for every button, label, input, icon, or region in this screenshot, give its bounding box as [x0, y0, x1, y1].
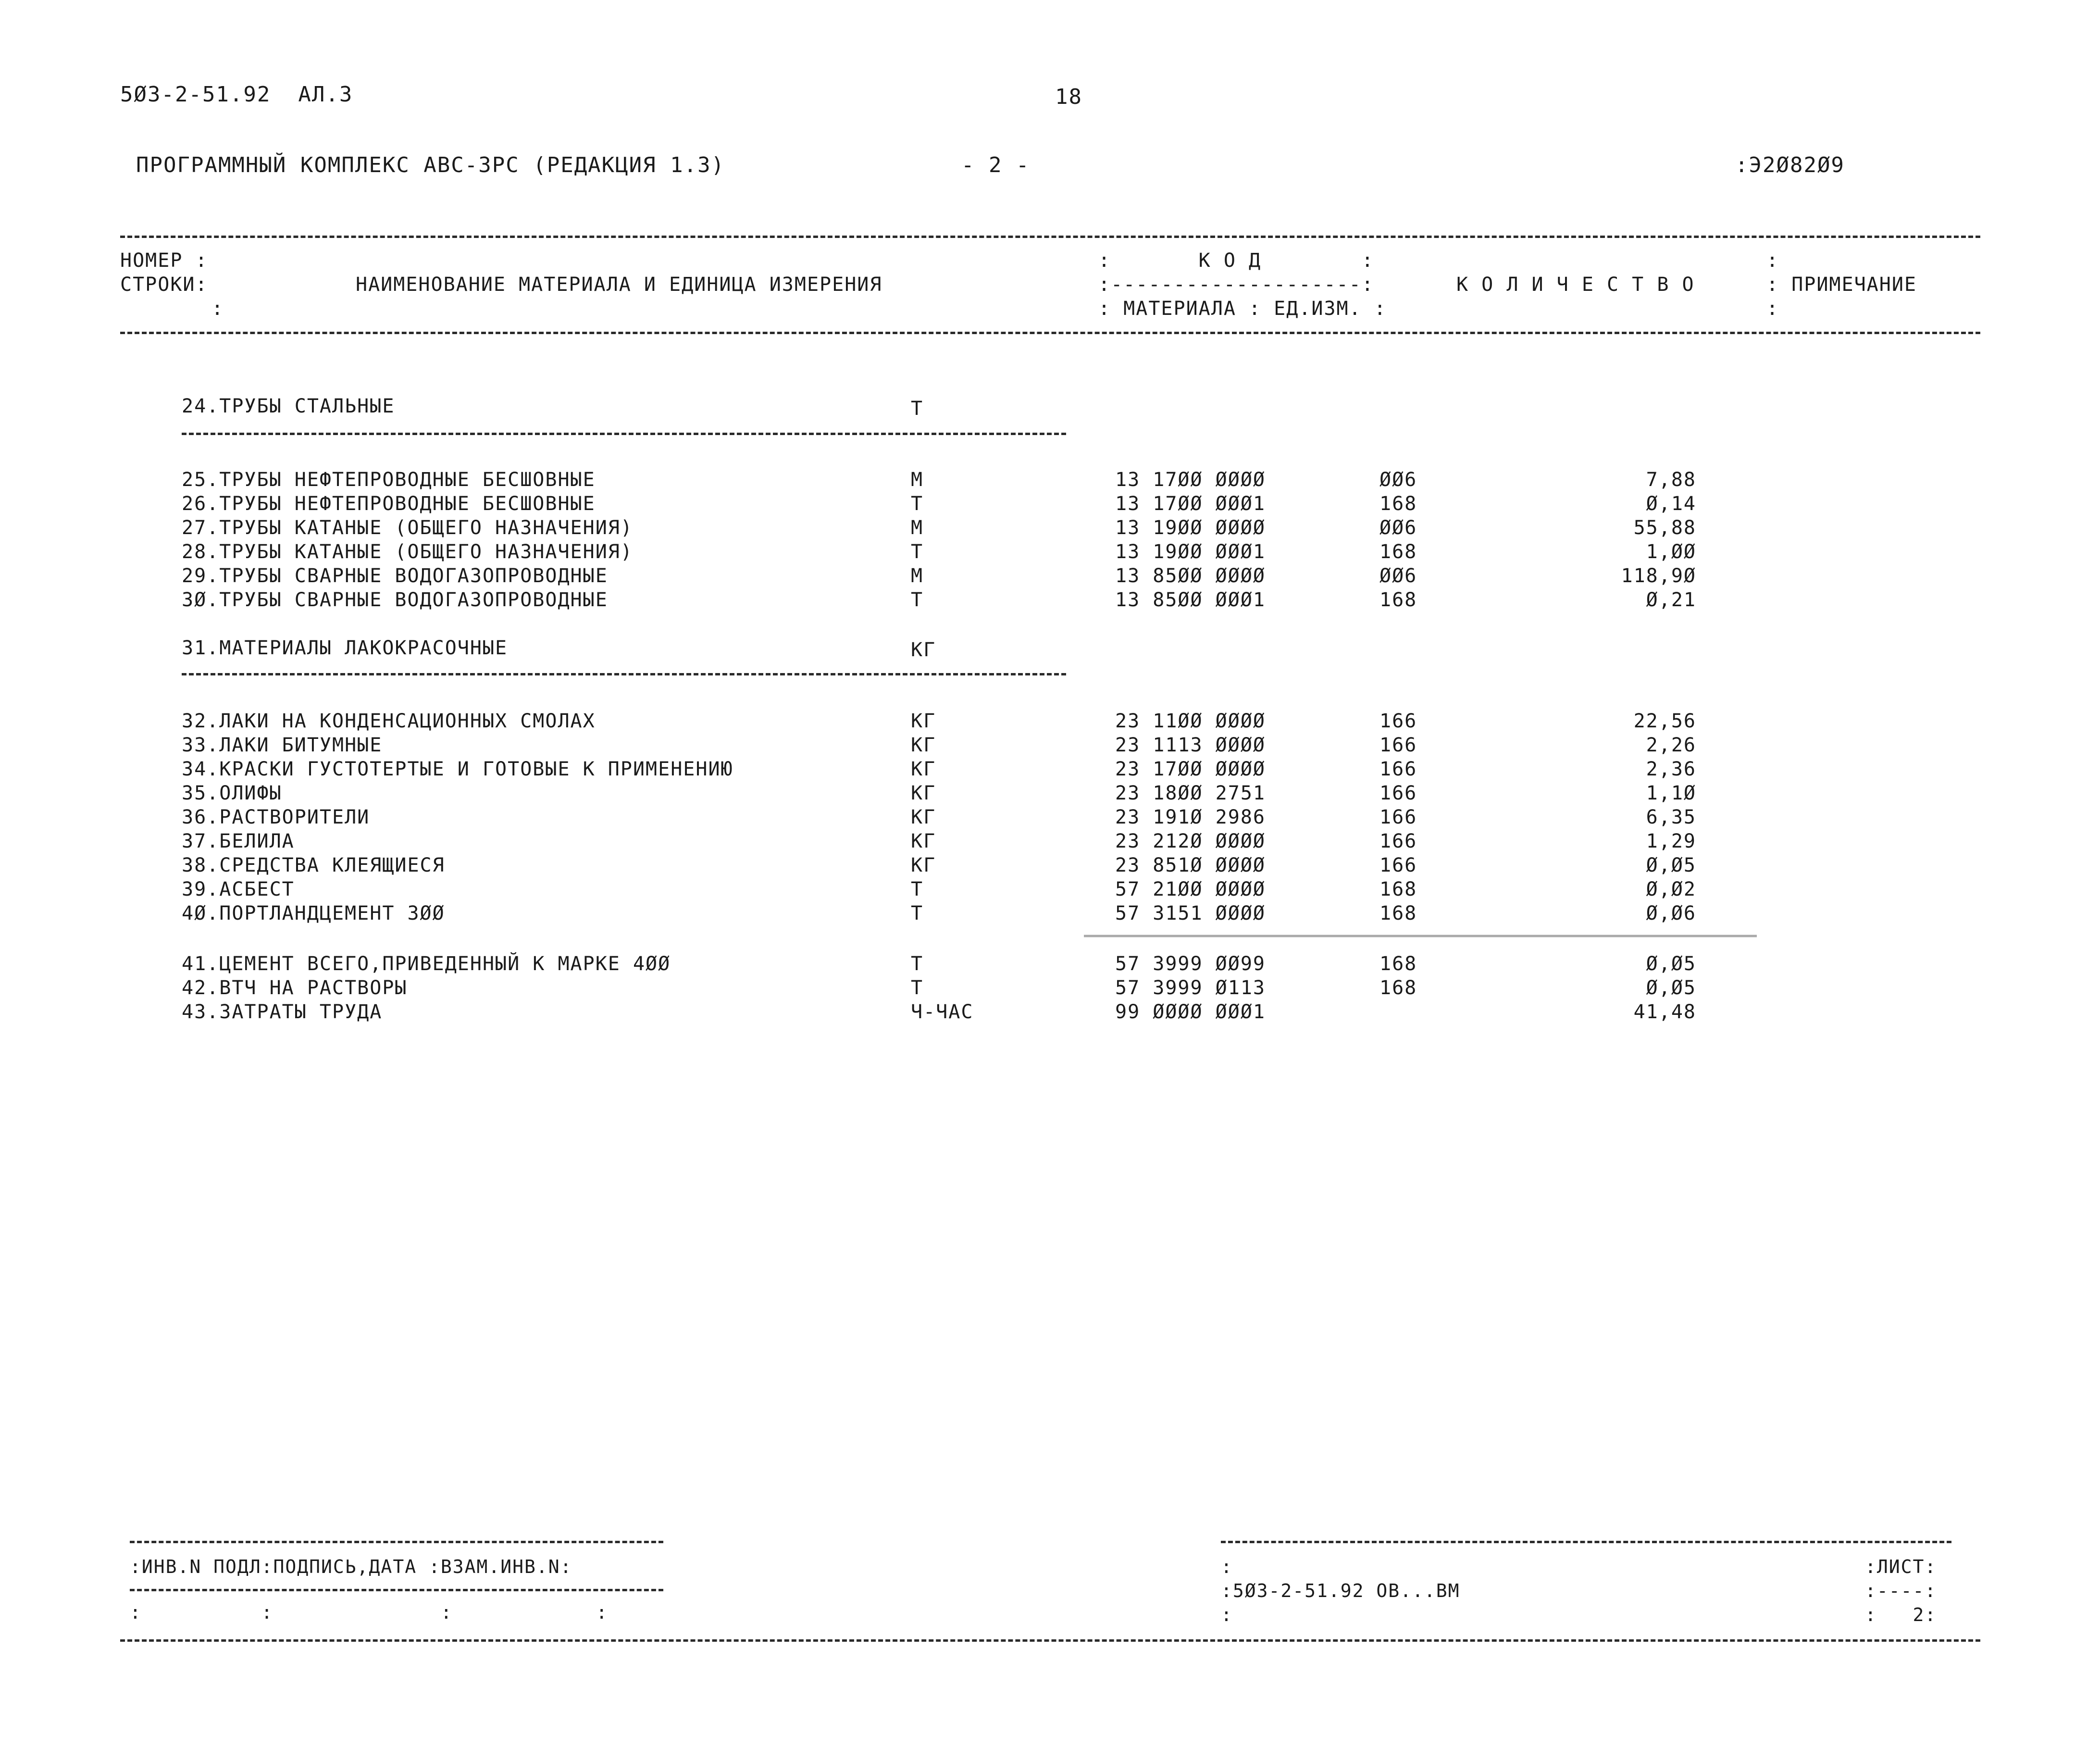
- row-quantity: Ø,14: [1646, 493, 1696, 515]
- row-unit-code: 168: [1379, 902, 1417, 924]
- row-material-code: 13 19ØØ ØØØØ: [1115, 517, 1266, 539]
- row-material-code: 23 1113 ØØØØ: [1115, 734, 1266, 756]
- footer-bottom-rule: [120, 1639, 1980, 1642]
- row-unit-code: 168: [1379, 493, 1417, 515]
- row-quantity: Ø,Ø5: [1646, 953, 1696, 975]
- row-unit: КГ: [911, 854, 936, 876]
- row-unit: КГ: [911, 806, 936, 828]
- row-material-code: 57 3151 ØØØØ: [1115, 902, 1266, 924]
- row-quantity: 2,26: [1646, 734, 1696, 756]
- row-unit-code: 168: [1379, 953, 1417, 975]
- group-heading: 24.ТРУБЫ СТАЛЬНЫЕ: [182, 395, 395, 417]
- row-material-code: 57 21ØØ ØØØØ: [1115, 878, 1266, 900]
- row-name: 28.ТРУБЫ КАТАНЫЕ (ОБЩЕГО НАЗНАЧЕНИЯ): [182, 541, 633, 563]
- row-unit-code: 168: [1379, 541, 1417, 563]
- row-quantity: Ø,Ø5: [1646, 977, 1696, 999]
- row-name: 3Ø.ТРУБЫ СВАРНЫЕ ВОДОГАЗОПРОВОДНЫЕ: [182, 589, 608, 611]
- row-material-code: 23 17ØØ ØØØØ: [1115, 758, 1266, 780]
- row-name: 37.БЕЛИЛА: [182, 830, 295, 852]
- program-title: ПРОГРАММНЫЙ КОМПЛЕКС АВС-3РС (РЕДАКЦИЯ 1.3): [136, 153, 725, 177]
- row-unit: М: [911, 565, 924, 587]
- row-name: 35.ОЛИФЫ: [182, 782, 282, 804]
- row-material-code: 23 18ØØ 2751: [1115, 782, 1266, 804]
- row-unit: Т: [911, 953, 924, 975]
- row-number-header-line1: НОМЕР :: [120, 250, 208, 272]
- row-unit-code: 166: [1379, 710, 1417, 732]
- row-material-code: 23 191Ø 2986: [1115, 806, 1266, 828]
- row-quantity: 118,9Ø: [1621, 565, 1696, 587]
- row-material-code: 13 85ØØ ØØØ1: [1115, 589, 1266, 611]
- header-top-rule: [120, 236, 1980, 238]
- row-name: 4Ø.ПОРТЛАНДЦЕМЕНТ 3ØØ: [182, 902, 445, 924]
- code-header-line1: : К О Д :: [1098, 250, 1374, 272]
- row-name: 25.ТРУБЫ НЕФТЕПРОВОДНЫЕ БЕСШОВНЫЕ: [182, 469, 596, 491]
- sheet-number: : 2:: [1865, 1604, 1937, 1625]
- row-unit: Т: [911, 493, 924, 515]
- row-quantity: Ø,21: [1646, 589, 1696, 611]
- group-underline: [182, 433, 1066, 435]
- row-name: 33.ЛАКИ БИТУМНЫЕ: [182, 734, 383, 756]
- header-bottom-rule: [120, 332, 1980, 334]
- document-id: :Э2Ø82Ø9: [1735, 153, 1845, 177]
- row-unit-code: 168: [1379, 878, 1417, 900]
- footer-left-top-rule: [130, 1541, 663, 1543]
- row-unit: КГ: [911, 758, 936, 780]
- row-unit-code: 166: [1379, 758, 1417, 780]
- row-unit-code: 168: [1379, 977, 1417, 999]
- row-material-code: 13 19ØØ ØØØ1: [1115, 541, 1266, 563]
- row-material-code: 13 17ØØ ØØØØ: [1115, 469, 1266, 491]
- row-quantity: 55,88: [1633, 517, 1696, 539]
- row-unit: КГ: [911, 710, 936, 732]
- row-unit: КГ: [911, 830, 936, 852]
- row-name: 36.РАСТВОРИТЕЛИ: [182, 806, 370, 828]
- row-unit: Т: [911, 589, 924, 611]
- row-quantity: 22,56: [1633, 710, 1696, 732]
- row-unit-code: ØØ6: [1379, 469, 1417, 491]
- totals-double-rule: [1084, 935, 1757, 939]
- row-unit: Т: [911, 902, 924, 924]
- row-name: 32.ЛАКИ НА КОНДЕНСАЦИОННЫХ СМОЛАХ: [182, 710, 596, 732]
- sheet-marker: - 2 -: [961, 153, 1030, 177]
- row-quantity: 7,88: [1646, 469, 1696, 491]
- row-name: 41.ЦЕМЕНТ ВСЕГО,ПРИВЕДЕННЫЙ К МАРКЕ 4ØØ: [182, 953, 671, 975]
- row-number-header-line2: СТРОКИ:: [120, 274, 208, 296]
- sheet-separator: :----:: [1865, 1580, 1937, 1601]
- footer-right-top-rule: [1221, 1541, 1951, 1543]
- group-unit: Т: [911, 398, 924, 420]
- row-material-code: 57 3999 ØØ99: [1115, 953, 1266, 975]
- row-quantity: 1,29: [1646, 830, 1696, 852]
- page-number: 18: [1055, 85, 1082, 109]
- footer-left-mid-rule: [130, 1589, 663, 1591]
- row-material-code: 57 3999 Ø113: [1115, 977, 1266, 999]
- row-unit-code: 168: [1379, 589, 1417, 611]
- row-unit-code: 166: [1379, 782, 1417, 804]
- row-unit: Ч-ЧАС: [911, 1001, 974, 1023]
- row-quantity: Ø,Ø5: [1646, 854, 1696, 876]
- row-material-code: 23 851Ø ØØØØ: [1115, 854, 1266, 876]
- row-name: 39.АСБЕСТ: [182, 878, 295, 900]
- row-name: 26.ТРУБЫ НЕФТЕПРОВОДНЫЕ БЕСШОВНЫЕ: [182, 493, 596, 515]
- row-material-code: 99 ØØØØ ØØØ1: [1115, 1001, 1266, 1023]
- row-quantity: 6,35: [1646, 806, 1696, 828]
- row-unit-code: 166: [1379, 734, 1417, 756]
- document-code: 5Ø3-2-51.92 АЛ.3: [120, 82, 353, 107]
- row-unit: М: [911, 517, 924, 539]
- row-quantity: 1,1Ø: [1646, 782, 1696, 804]
- row-quantity: 41,48: [1633, 1001, 1696, 1023]
- row-number-header-line3: :: [211, 298, 224, 320]
- footer-right-top: :: [1221, 1556, 1233, 1577]
- code-header-line3: : МАТЕРИАЛА : ЕД.ИЗМ. :: [1098, 298, 1387, 320]
- material-name-header: НАИМЕНОВАНИЕ МАТЕРИАЛА И ЕДИНИЦА ИЗМЕРЕНИЯ: [356, 274, 882, 296]
- row-unit: М: [911, 469, 924, 491]
- group-unit: КГ: [911, 639, 936, 661]
- row-unit: Т: [911, 541, 924, 563]
- row-unit: Т: [911, 878, 924, 900]
- quantity-header: К О Л И Ч Е С Т В О: [1456, 274, 1695, 296]
- row-unit-code: ØØ6: [1379, 517, 1417, 539]
- footer-signature-cells: : : : :: [130, 1602, 609, 1623]
- row-unit-code: ØØ6: [1379, 565, 1417, 587]
- note-header-line3: :: [1766, 298, 1779, 320]
- note-header: : ПРИМЕЧАНИЕ: [1766, 274, 1917, 296]
- row-unit-code: 166: [1379, 830, 1417, 852]
- row-name: 43.ЗАТРАТЫ ТРУДА: [182, 1001, 383, 1023]
- row-name: 34.КРАСКИ ГУСТОТЕРТЫЕ И ГОТОВЫЕ К ПРИМЕНЕНИЮ: [182, 758, 733, 780]
- code-header-separator: :--------------------:: [1098, 274, 1374, 296]
- row-material-code: 23 212Ø ØØØØ: [1115, 830, 1266, 852]
- row-material-code: 13 17ØØ ØØØ1: [1115, 493, 1266, 515]
- row-unit: КГ: [911, 782, 936, 804]
- footer-signature-header: :ИНВ.N ПОДЛ:ПОДПИСЬ,ДАТА :ВЗАМ.ИНВ.N:: [130, 1556, 572, 1577]
- sheet-label: :ЛИСТ:: [1865, 1556, 1937, 1577]
- footer-right-bottom: :: [1221, 1604, 1233, 1625]
- row-quantity: Ø,Ø2: [1646, 878, 1696, 900]
- row-unit-code: 166: [1379, 854, 1417, 876]
- note-header-line1: :: [1766, 250, 1779, 272]
- row-material-code: 13 85ØØ ØØØØ: [1115, 565, 1266, 587]
- row-name: 29.ТРУБЫ СВАРНЫЕ ВОДОГАЗОПРОВОДНЫЕ: [182, 565, 608, 587]
- row-name: 27.ТРУБЫ КАТАНЫЕ (ОБЩЕГО НАЗНАЧЕНИЯ): [182, 517, 633, 539]
- footer-document-code: :5Ø3-2-51.92 ОВ...ВМ: [1221, 1580, 1460, 1601]
- row-name: 38.СРЕДСТВА КЛЕЯЩИЕСЯ: [182, 854, 445, 876]
- row-unit: Т: [911, 977, 924, 999]
- row-name: 42.ВТЧ НА РАСТВОРЫ: [182, 977, 408, 999]
- group-underline: [182, 673, 1066, 675]
- row-unit: КГ: [911, 734, 936, 756]
- row-unit-code: 166: [1379, 806, 1417, 828]
- row-quantity: 2,36: [1646, 758, 1696, 780]
- row-quantity: 1,ØØ: [1646, 541, 1696, 563]
- row-material-code: 23 11ØØ ØØØØ: [1115, 710, 1266, 732]
- group-heading: 31.МАТЕРИАЛЫ ЛАКОКРАСОЧНЫЕ: [182, 637, 508, 659]
- row-quantity: Ø,Ø6: [1646, 902, 1696, 924]
